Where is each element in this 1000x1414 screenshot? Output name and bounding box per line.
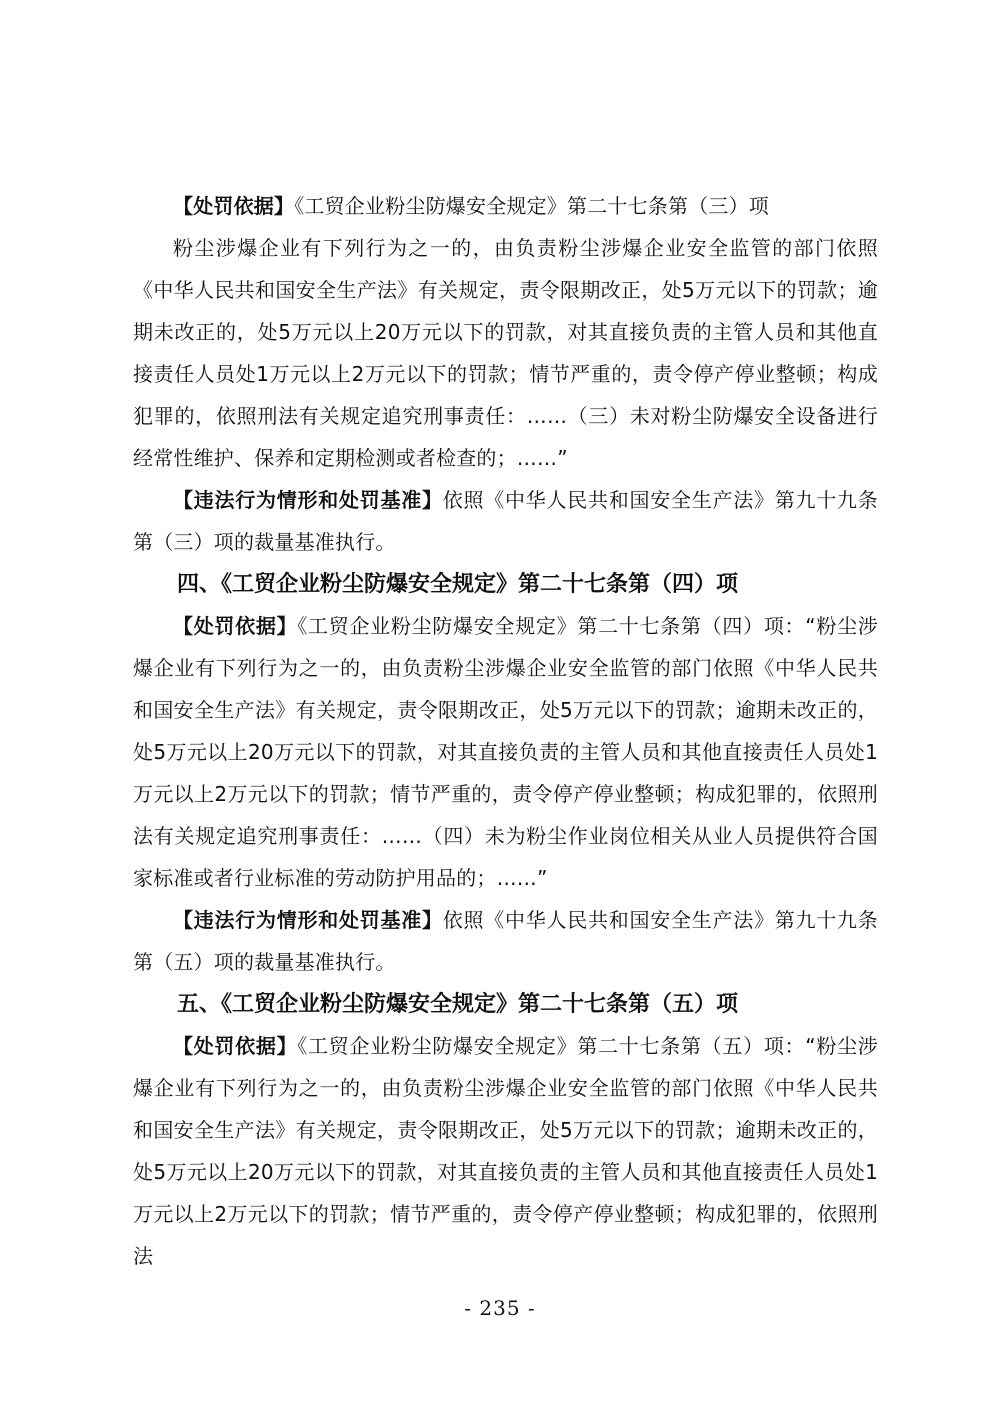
page-number: - 235 - [464,1296,536,1320]
paragraph-text: 依照《中华人民共和国安全生产法》第九十九条第（三）项的裁量基准执行。 [133,488,878,554]
penalty-basis-paragraph [133,605,878,899]
discretion-standard-paragraph [133,479,878,563]
paragraph-label: 【违法行为情形和处罚基准】 [173,488,443,512]
document-body [133,185,878,1277]
penalty-basis-continuation [133,227,878,479]
paragraph-text: 《工贸企业粉尘防爆安全规定》第二十七条第（四）项：“粉尘涉爆企业有下列行为之一的，由负责粉尘涉爆企业安全监管的部门依照《中华人民共和国安全生产法》有关规定，责令限期改正，处5万元以下的罚款；逾期未改正的，处5万元以上20万元以下的罚款，对其直接负责的主管人员和其他直接责任人员处1万元以上2万元以下的罚款；情节严重的，责令停产停业整顿；构成犯罪的，依照刑法有关规定追究刑事责任：……（四）未为粉尘作业岗位相关从业人员提供符合国家标准或者行业标准的劳动防护用品的；……” [133,614,878,890]
section-heading: 四、《工贸企业粉尘防爆安全规定》第二十七条第（四）项 [177,571,739,597]
section-heading: 五、《工贸企业粉尘防爆安全规定》第二十七条第（五）项 [177,991,739,1017]
penalty-basis-paragraph [133,185,878,227]
paragraph-label: 【处罚依据】 [173,1034,298,1058]
paragraph-text: 《工贸企业粉尘防爆安全规定》第二十七条第（五）项：“粉尘涉爆企业有下列行为之一的，由负责粉尘涉爆企业安全监管的部门依照《中华人民共和国安全生产法》有关规定，责令限期改正，处5万元以下的罚款；逾期未改正的，处5万元以上20万元以下的罚款，对其直接负责的主管人员和其他直接责任人员处1万元以上2万元以下的罚款；情节严重的，责令停产停业整顿；构成犯罪的，依照刑法 [133,1034,878,1268]
paragraph-text: 粉尘涉爆企业有下列行为之一的，由负责粉尘涉爆企业安全监管的部门依照《中华人民共和国安全生产法》有关规定，责令限期改正，处5万元以下的罚款；逾期未改正的，处5万元以上20万元以下的罚款，对其直接负责的主管人员和其他直接责任人员处1万元以上2万元以下的罚款；情节严重的，责令停产停业整顿；构成犯罪的，依照刑法有关规定追究刑事责任：……（三）未对粉尘防爆安全设备进行经常性维护、保养和定期检测或者检查的；……” [133,236,878,470]
discretion-standard-paragraph [133,899,878,983]
paragraph-label: 【处罚依据】 [173,194,295,218]
penalty-basis-paragraph [133,1025,878,1277]
paragraph-text: 《工贸企业粉尘防爆安全规定》第二十七条第（三）项 [294,194,770,218]
paragraph-text: 依照《中华人民共和国安全生产法》第九十九条第（五）项的裁量基准执行。 [133,908,878,974]
paragraph-label: 【违法行为情形和处罚基准】 [173,908,443,932]
paragraph-label: 【处罚依据】 [173,614,298,638]
